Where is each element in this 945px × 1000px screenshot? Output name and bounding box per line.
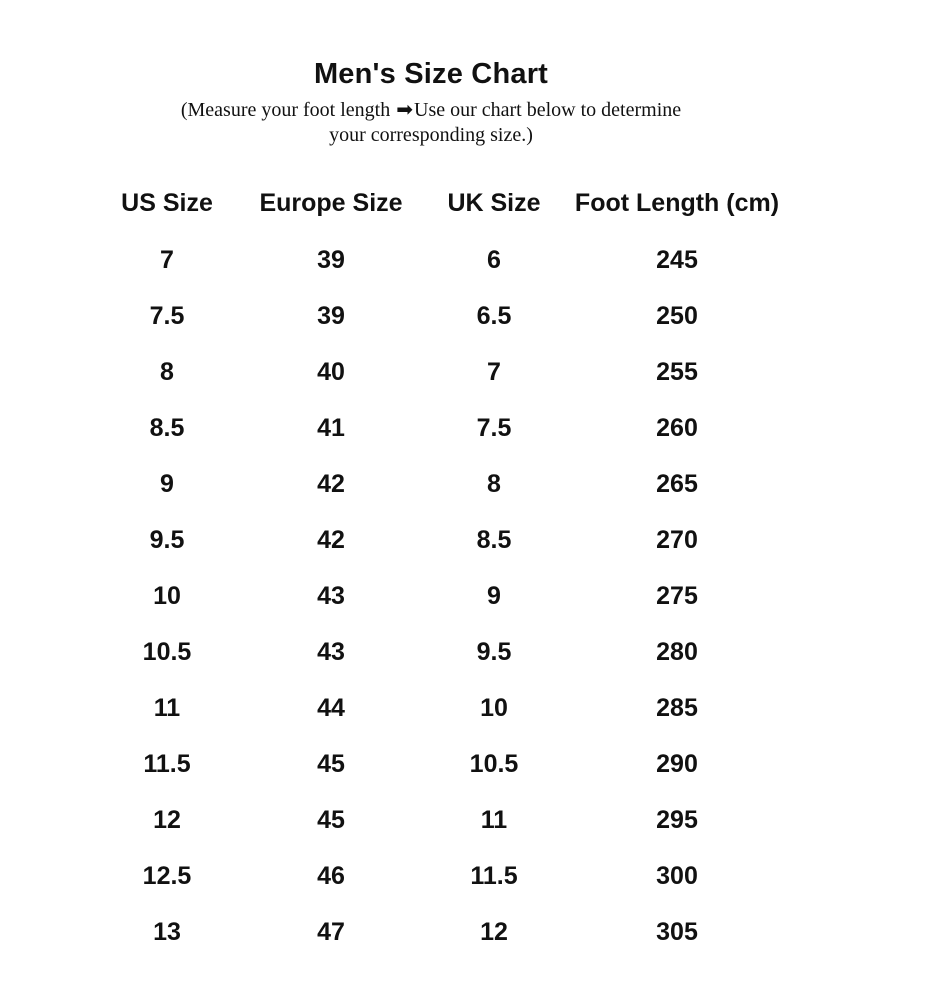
cell-uk-size: 6.5 — [476, 302, 512, 330]
cell-us-size: 12.5 — [142, 862, 192, 890]
cell-us-size: 8 — [160, 358, 174, 386]
subtitle-line-2: your corresponding size.) — [329, 124, 533, 146]
cell-foot-length: 275 — [656, 582, 698, 610]
cell-foot-length: 255 — [656, 358, 698, 386]
header-foot-length: Foot Length (cm) — [574, 189, 780, 217]
cell-europe-size: 45 — [317, 750, 345, 778]
header-uk-size: UK Size — [447, 189, 541, 217]
cell-foot-length: 295 — [656, 806, 698, 834]
cell-us-size: 10 — [153, 582, 181, 610]
cell-uk-size: 8.5 — [476, 526, 512, 554]
cell-foot-length: 260 — [656, 414, 698, 442]
cell-us-size: 8.5 — [149, 414, 185, 442]
cell-europe-size: 42 — [317, 526, 345, 554]
cell-europe-size: 41 — [317, 414, 345, 442]
cell-foot-length: 250 — [656, 302, 698, 330]
cell-us-size: 9 — [160, 470, 174, 498]
cell-europe-size: 39 — [317, 246, 345, 274]
cell-uk-size: 10.5 — [469, 750, 519, 778]
subtitle-text-after-arrow: Use our chart below to determine — [414, 99, 682, 121]
cell-foot-length: 285 — [656, 694, 698, 722]
subtitle-line-1 — [0, 98, 862, 123]
cell-foot-length: 265 — [656, 470, 698, 498]
cell-us-size: 12 — [153, 806, 181, 834]
cell-uk-size: 9.5 — [476, 638, 512, 666]
cell-us-size: 7.5 — [149, 302, 185, 330]
cell-us-size: 11 — [153, 694, 181, 722]
cell-europe-size: 40 — [317, 358, 345, 386]
subtitle-text-before-arrow: (Measure your foot length — [180, 99, 396, 121]
cell-foot-length: 270 — [656, 526, 698, 554]
cell-uk-size: 9 — [487, 582, 501, 610]
cell-uk-size: 10 — [480, 694, 508, 722]
cell-uk-size: 11.5 — [470, 862, 518, 890]
page-title: Men's Size Chart — [313, 58, 549, 90]
cell-uk-size: 12 — [480, 918, 508, 946]
cell-europe-size: 47 — [317, 918, 345, 946]
cell-foot-length: 290 — [656, 750, 698, 778]
cell-foot-length: 245 — [656, 246, 698, 274]
cell-uk-size: 7 — [487, 358, 501, 386]
cell-foot-length: 300 — [656, 862, 698, 890]
cell-uk-size: 7.5 — [476, 414, 512, 442]
header-europe-size: Europe Size — [259, 189, 403, 217]
cell-us-size: 13 — [153, 918, 181, 946]
cell-europe-size: 42 — [317, 470, 345, 498]
cell-europe-size: 39 — [317, 302, 345, 330]
cell-foot-length: 305 — [656, 918, 698, 946]
cell-us-size: 7 — [160, 246, 174, 274]
header-us-size: US Size — [121, 189, 213, 217]
cell-us-size: 11.5 — [143, 750, 191, 778]
cell-uk-size: 8 — [487, 470, 501, 498]
cell-europe-size: 45 — [317, 806, 345, 834]
cell-uk-size: 6 — [487, 246, 501, 274]
cell-europe-size: 46 — [317, 862, 345, 890]
cell-us-size: 10.5 — [142, 638, 192, 666]
right-arrow-icon: ➡ — [396, 99, 413, 121]
cell-europe-size: 43 — [317, 582, 345, 610]
cell-foot-length: 280 — [656, 638, 698, 666]
cell-europe-size: 43 — [317, 638, 345, 666]
cell-uk-size: 11 — [480, 806, 508, 834]
cell-europe-size: 44 — [317, 694, 345, 722]
cell-us-size: 9.5 — [149, 526, 185, 554]
page-subtitle — [0, 98, 862, 148]
